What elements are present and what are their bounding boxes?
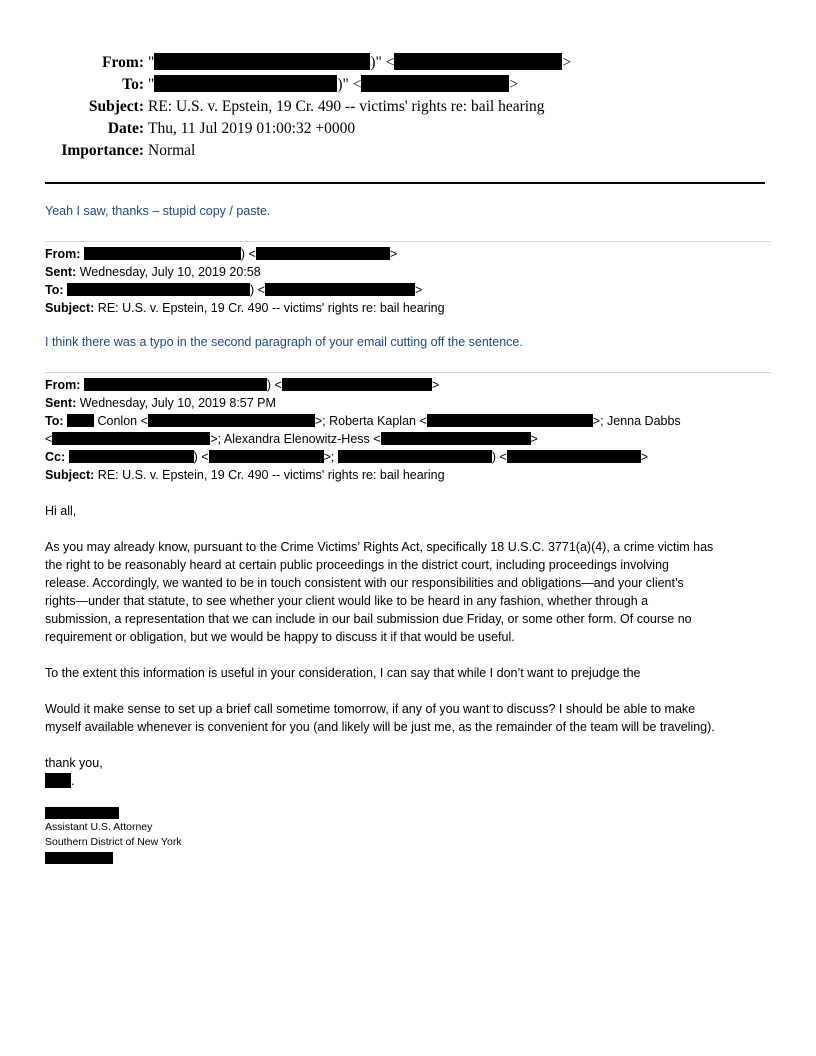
- quote2-from-sep: ) <: [266, 378, 282, 392]
- reply-text: Yeah I saw, thanks – stupid copy / paste.: [45, 204, 271, 218]
- body-paragraph-2: To the extent this information is useful in your consideration, I can say that while I don’t want to prejudge the: [45, 666, 641, 680]
- paragraph-line: myself available whenever is convenient for you (and likely will be just me, as the remainder of the team will be traveling).: [45, 720, 715, 734]
- quote2-from-label: From:: [45, 378, 81, 392]
- paragraph-line: the right to be reasonably heard at certain public proceedings in the district court, including proceedings involving: [45, 558, 669, 572]
- quote2-subject-value: RE: U.S. v. Epstein, 19 Cr. 490 -- victims' rights re: bail hearing: [97, 468, 445, 482]
- header-divider: [45, 182, 765, 184]
- quote1-from-end: >: [389, 247, 398, 261]
- quote-divider: [45, 241, 771, 242]
- paragraph-line: release. Accordingly, we wanted to be in touch consistent with our responsibilities and obligations—and your client’s: [45, 576, 684, 590]
- quote1-body: I think there was a typo in the second paragraph of your email cutting off the sentence.: [45, 335, 523, 349]
- quote2-cc-text: ) <: [193, 450, 209, 464]
- paragraph-line: submission, a representation that we can include in our bail submission due Friday, or some other form. Of course no: [45, 612, 692, 626]
- closing-initial-row: [45, 772, 74, 790]
- paragraph-line: Would it make sense to set up a brief call sometime tomorrow, if any of you want to discuss? I should be able to make: [45, 702, 696, 716]
- header-from-end: >: [562, 54, 572, 71]
- header-to-end: >: [509, 76, 519, 93]
- quote2-cc-text: >: [640, 450, 649, 464]
- header-to-label: To:: [122, 76, 144, 93]
- quote2-to-text: >; Jenna Dabbs: [592, 414, 681, 428]
- header-date-row: [0, 118, 816, 140]
- redaction-block: [84, 247, 241, 260]
- quote-mark: ": [148, 76, 155, 93]
- redaction-block: [67, 414, 94, 427]
- quote1-to-row: [45, 281, 422, 299]
- quote1-subject-row: [45, 299, 445, 317]
- paragraph-line: rights—under that statute, to see whether your client would like to be heard in any fashion, whether through a: [45, 594, 649, 608]
- paragraph-line: As you may already know, pursuant to the Crime Victims’ Rights Act, specifically 18 U.S.C. 3771(a)(4), a crime victim has: [45, 540, 714, 554]
- header-date-label: Date:: [107, 120, 144, 137]
- redaction-block: [45, 773, 71, 788]
- closing: thank you,: [45, 756, 103, 770]
- quote1-subject-label: Subject:: [45, 301, 95, 315]
- quote2-from-row: [45, 376, 439, 394]
- redaction-block: [154, 53, 370, 70]
- redaction-block: [45, 852, 113, 864]
- greeting: Hi all,: [45, 504, 77, 518]
- redaction-block: [265, 283, 415, 296]
- closing-period: .: [71, 774, 75, 788]
- quote2-to-row-cont: [45, 430, 538, 448]
- redaction-block: [394, 53, 562, 70]
- redaction-block: [427, 414, 593, 427]
- redaction-block: [69, 450, 194, 463]
- quote-divider: [45, 372, 771, 373]
- quote1-to-label: To:: [45, 283, 64, 297]
- signature-title: Assistant U.S. Attorney: [45, 821, 153, 833]
- paragraph-line: requirement or obligation, but we would be happy to discuss it if that would be useful.: [45, 630, 515, 644]
- quote1-sent-label: Sent:: [45, 265, 77, 279]
- header-to-row: [0, 74, 816, 96]
- signature-office: Southern District of New York: [45, 836, 182, 848]
- quote2-to-text: >: [530, 432, 538, 446]
- header-from-sep: )" <: [370, 54, 395, 71]
- header-importance-label: Importance:: [61, 142, 144, 159]
- quote1-sent-row: [45, 263, 261, 281]
- quote1-from-label: From:: [45, 247, 81, 261]
- header-subject-value: RE: U.S. v. Epstein, 19 Cr. 490 -- victims' rights re: bail hearing: [148, 98, 545, 115]
- body-paragraph-1: [45, 538, 775, 646]
- header-importance-row: [0, 140, 816, 162]
- quote2-to-text: >; Alexandra Elenowitz-Hess <: [210, 432, 381, 446]
- header-to-sep: )" <: [337, 76, 362, 93]
- quote2-to-row: [45, 412, 681, 430]
- quote2-to-text: <: [45, 432, 53, 446]
- redaction-block: [361, 75, 509, 92]
- quote1-to-sep: ) <: [250, 283, 265, 297]
- redaction-block: [84, 378, 267, 391]
- quote2-from-end: >: [431, 378, 440, 392]
- quote1-from-row: [45, 245, 397, 263]
- redaction-block: [282, 378, 432, 391]
- header-from-label: From:: [102, 54, 144, 71]
- quote2-to-label: To:: [45, 414, 64, 428]
- quote1-to-end: >: [414, 283, 423, 297]
- quote2-sent-label: Sent:: [45, 396, 77, 410]
- quote1-from-sep: ) <: [240, 247, 256, 261]
- redaction-block: [45, 807, 119, 819]
- redaction-block: [381, 432, 531, 445]
- quote2-cc-label: Cc:: [45, 450, 66, 464]
- redaction-block: [338, 450, 492, 463]
- quote1-sent-value: Wednesday, July 10, 2019 20:58: [79, 265, 261, 279]
- quote2-to-text: Conlon <: [97, 414, 148, 428]
- redaction-block: [256, 247, 390, 260]
- quote2-cc-text: ) <: [491, 450, 507, 464]
- quote2-sent-value: Wednesday, July 10, 2019 8:57 PM: [79, 396, 276, 410]
- header-subject-label: Subject:: [88, 98, 144, 115]
- quote-mark: ": [148, 54, 155, 71]
- header-importance-value: Normal: [148, 142, 196, 159]
- quote2-subject-row: [45, 466, 445, 484]
- redaction-block: [148, 414, 315, 427]
- quote2-subject-label: Subject:: [45, 468, 95, 482]
- redaction-block: [67, 283, 250, 296]
- redaction-block: [52, 432, 210, 445]
- header-from-row: [0, 52, 816, 74]
- quote2-cc-row: [45, 448, 648, 466]
- header-date-value: Thu, 11 Jul 2019 01:00:32 +0000: [148, 120, 356, 137]
- quote2-to-text: >; Roberta Kaplan <: [314, 414, 427, 428]
- redaction-block: [154, 75, 337, 92]
- body-paragraph-3: [45, 700, 775, 736]
- quote2-cc-text: >;: [323, 450, 335, 464]
- quote2-sent-row: [45, 394, 276, 412]
- redaction-block: [209, 450, 324, 463]
- redaction-block: [507, 450, 641, 463]
- header-subject-row: [0, 96, 816, 118]
- quote1-subject-value: RE: U.S. v. Epstein, 19 Cr. 490 -- victims' rights re: bail hearing: [97, 301, 445, 315]
